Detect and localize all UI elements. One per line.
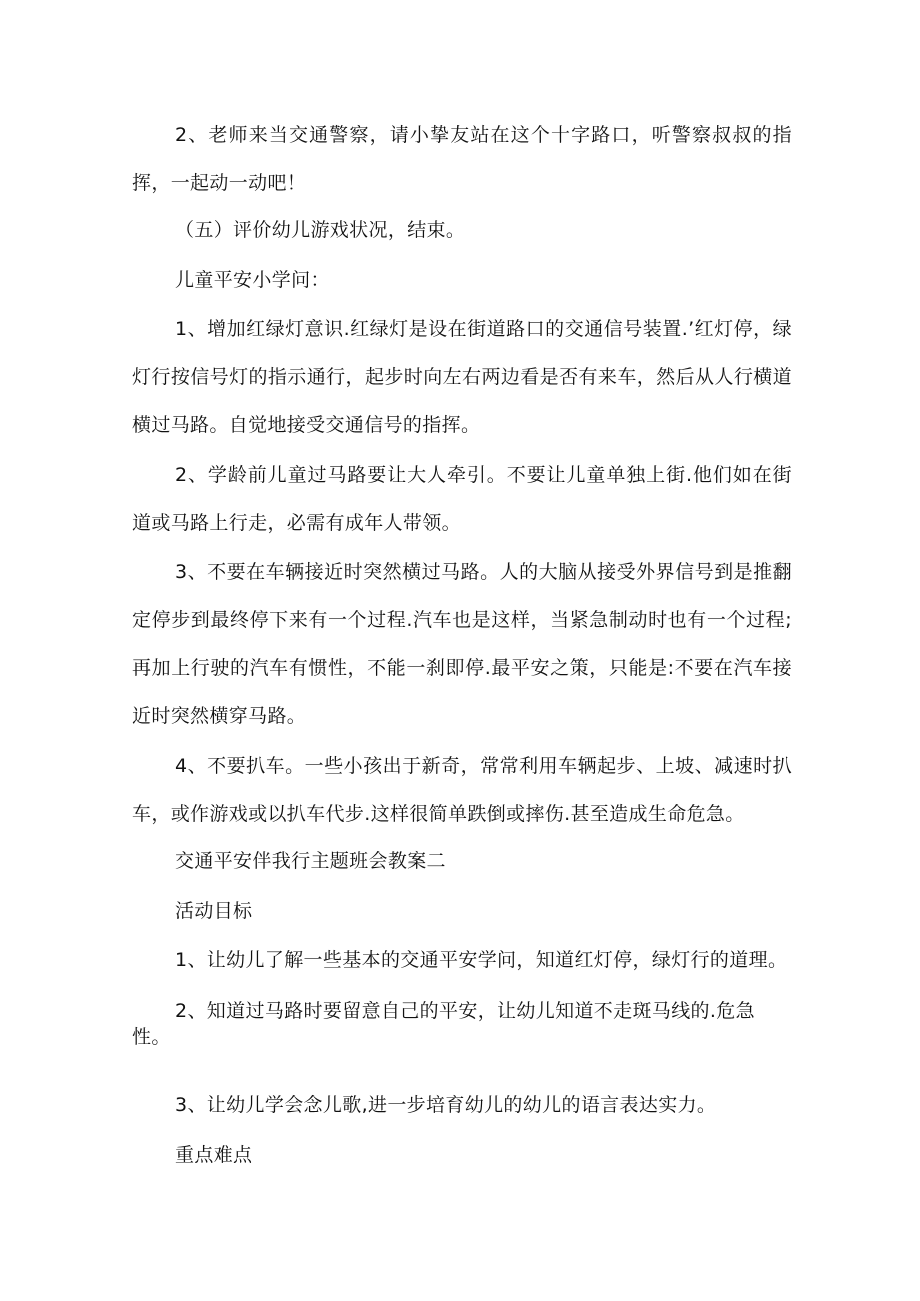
paragraph-goal-nursery-rhyme: 3、让幼儿学会念儿歌,进一步培育幼儿的幼儿的语言表达实力。 (175, 1094, 717, 1116)
paragraph-adult-escort: 2、学龄前儿童过马路要让大人牵引。不要让儿童单独上街.他们如在街道或马路上行走，必需有成年人带领。 (132, 464, 792, 534)
paragraph-lesson-plan-two-title: 交通平安伴我行主题班会教案二 (175, 850, 446, 872)
paragraph-safety-knowledge-heading: 儿童平安小学问： (175, 269, 330, 291)
paragraph-key-difficulties-heading: 重点难点 (175, 1144, 253, 1166)
paragraph-goal-crosswalk-safety: 2、知道过马路时要留意自己的平安，让幼儿知道不走斑马线的.危急性。 (132, 1000, 755, 1048)
paragraph-traffic-police-game: 2、老师来当交通警察，请小挚友站在这个十字路口，听警察叔叔的指挥，一起动一动吧！ (132, 124, 792, 194)
paragraph-evaluation-end: （五）评价幼儿游戏状况，结束。 (175, 219, 466, 241)
paragraph-do-not-hitch-vehicles: 4、不要扒车。一些小孩出于新奇，常常利用车辆起步、上坡、减速时扒车，或作游戏或以扒车代步.这样很简单跌倒或摔伤.甚至造成生命危急。 (132, 755, 792, 825)
paragraph-traffic-light-awareness: 1、增加红绿灯意识.红绿灯是设在街道路口的交通信号装置.’红灯停，绿灯行按信号灯的指示通行，起步时向左右两边看是否有来车，然后从人行横道横过马路。自觉地接受交通信号的指挥。 (132, 318, 792, 436)
paragraph-do-not-cross-suddenly: 3、不要在车辆接近时突然横过马路。人的大脑从接受外界信号到是推翻定停步到最终停下来有一个过程.汽车也是这样，当紧急制动时也有一个过程;再加上行驶的汽车有惯性，不能一刹即停.最平安之策，只能是:不要在汽车接近时突然横穿马路。 (132, 561, 792, 727)
paragraph-activity-goals-heading: 活动目标 (175, 900, 253, 922)
paragraph-goal-traffic-light-rules: 1、让幼儿了解一些基本的交通平安学问，知道红灯停，绿灯行的道理。 (175, 949, 788, 971)
